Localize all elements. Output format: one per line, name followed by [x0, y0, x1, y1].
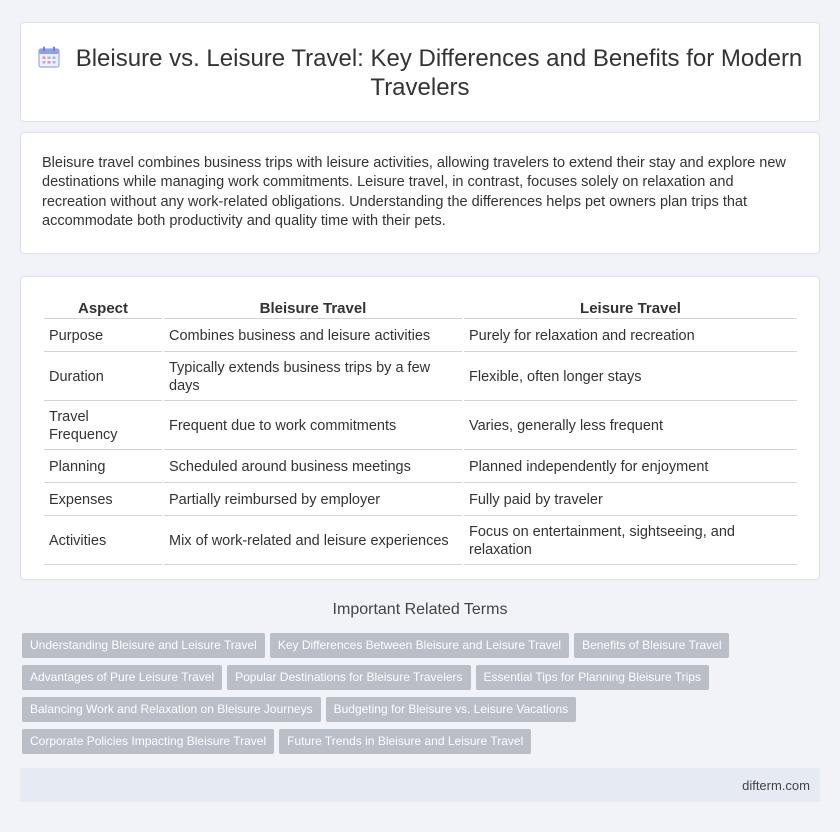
footer-site-link[interactable]: difterm.com — [742, 778, 810, 793]
row-aspect: Purpose — [44, 321, 162, 352]
related-term-link[interactable]: Popular Destinations for Bleisure Travelers — [227, 665, 470, 690]
row-leisure: Planned independently for enjoyment — [464, 452, 797, 483]
intro-paragraph: Bleisure travel combines business trips with leisure activities, allowing travelers to extend their stay and explore new destinations while managing work commitments. Leisure travel, in contrast, focuses solely on relaxation and recreation without any work-related obligations. Understanding the differences helps pet owners plan trips that accommodate both productivity and quality time with their pets. — [42, 155, 786, 229]
related-term-link[interactable]: Budgeting for Bleisure vs. Leisure Vacations — [326, 697, 577, 722]
row-aspect: Expenses — [44, 485, 162, 516]
header-bleisure: Bleisure Travel — [164, 299, 462, 319]
row-leisure: Purely for relaxation and recreation — [464, 321, 797, 352]
table-row — [44, 321, 797, 352]
row-leisure: Varies, generally less frequent — [464, 403, 797, 450]
intro-card — [20, 132, 820, 254]
related-terms-list — [22, 633, 822, 761]
table-row — [44, 403, 797, 450]
row-aspect: Activities — [44, 518, 162, 565]
header-card — [20, 22, 820, 122]
table-row — [44, 452, 797, 483]
tag-row — [22, 665, 822, 697]
related-term-link[interactable]: Future Trends in Bleisure and Leisure Travel — [279, 729, 531, 754]
tag-row — [22, 633, 822, 665]
table-row — [44, 518, 797, 565]
related-term-link[interactable]: Understanding Bleisure and Leisure Travel — [22, 633, 265, 658]
row-bleisure: Frequent due to work commitments — [164, 403, 462, 450]
row-leisure: Focus on entertainment, sightseeing, and relaxation — [464, 518, 797, 565]
related-term-link[interactable]: Essential Tips for Planning Bleisure Trips — [476, 665, 709, 690]
related-term-link[interactable]: Benefits of Bleisure Travel — [574, 633, 729, 658]
comparison-card — [20, 276, 820, 580]
tag-row — [22, 729, 822, 761]
row-aspect: Travel Frequency — [44, 403, 162, 450]
calendar-icon — [38, 46, 60, 68]
comparison-table — [42, 297, 799, 567]
row-bleisure: Mix of work-related and leisure experiences — [164, 518, 462, 565]
row-bleisure: Partially reimbursed by employer — [164, 485, 462, 516]
row-bleisure: Scheduled around business meetings — [164, 452, 462, 483]
table-header-row — [44, 299, 797, 319]
header-aspect: Aspect — [44, 299, 162, 319]
related-term-link[interactable]: Key Differences Between Bleisure and Leisure Travel — [270, 633, 569, 658]
header-leisure: Leisure Travel — [464, 299, 797, 319]
related-term-link[interactable]: Corporate Policies Impacting Bleisure Travel — [22, 729, 274, 754]
related-term-link[interactable]: Balancing Work and Relaxation on Bleisure Journeys — [22, 697, 321, 722]
tag-row — [22, 697, 822, 729]
related-terms-title: Important Related Terms — [332, 601, 508, 618]
table-row — [44, 354, 797, 401]
row-aspect: Duration — [44, 354, 162, 401]
table-row — [44, 485, 797, 516]
row-bleisure: Typically extends business trips by a few days — [164, 354, 462, 401]
row-aspect: Planning — [44, 452, 162, 483]
row-leisure: Fully paid by traveler — [464, 485, 797, 516]
page-title-text: Bleisure vs. Leisure Travel: Key Differences and Benefits for Modern Travelers — [75, 45, 803, 101]
row-bleisure: Combines business and leisure activities — [164, 321, 462, 352]
page-title — [21, 44, 819, 102]
row-leisure: Flexible, often longer stays — [464, 354, 797, 401]
related-term-link[interactable]: Advantages of Pure Leisure Travel — [22, 665, 222, 690]
footer — [20, 768, 820, 802]
